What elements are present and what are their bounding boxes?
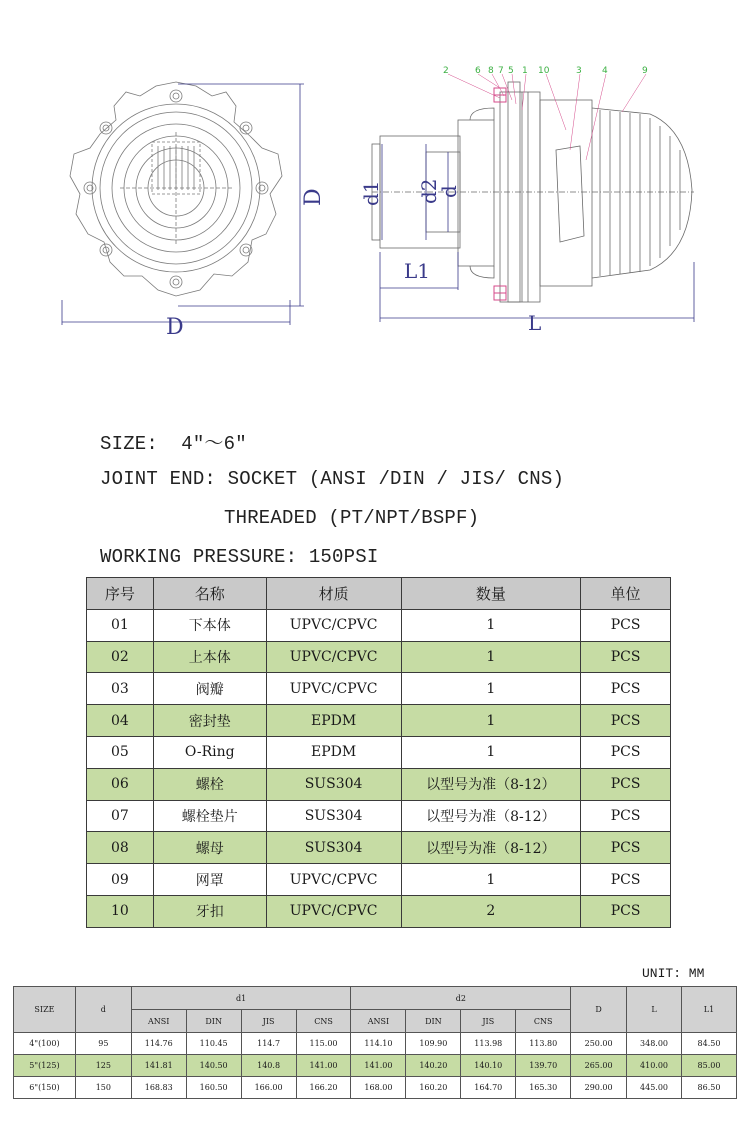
cell: 85.00 [682, 1055, 737, 1077]
side-label-d2: d2 [417, 178, 441, 204]
table-row [14, 1077, 737, 1099]
cell: 网罩 [153, 864, 266, 896]
cell: 114.7 [241, 1033, 296, 1055]
callout-7: 7 [498, 66, 504, 76]
dims-header-D: D [571, 987, 627, 1033]
side-label-L1: L1 [404, 259, 431, 283]
cell: EPDM [266, 736, 401, 768]
dims-header-row [14, 987, 737, 1010]
header-material: 材质 [266, 578, 401, 610]
table-row [87, 864, 671, 896]
front-dimensions [62, 84, 304, 325]
cell: 上本体 [153, 641, 266, 673]
dims-header-L: L [627, 987, 682, 1033]
cell: 445.00 [627, 1077, 682, 1099]
cell: 08 [87, 832, 154, 864]
front-dim-label-right: D [301, 188, 326, 206]
cell: PCS [581, 864, 671, 896]
cell: 140.50 [186, 1055, 241, 1077]
callout-4: 4 [602, 66, 608, 76]
cell: 以型号为准（8-12） [401, 832, 581, 864]
spec-threaded: THREADED (PT/NPT/BSPF) [224, 507, 480, 529]
cell: PCS [581, 673, 671, 705]
cell: 114.76 [131, 1033, 186, 1055]
header-no: 序号 [87, 578, 154, 610]
cell: 164.70 [461, 1077, 516, 1099]
table-row [87, 641, 671, 673]
front-dim-label-bottom: D [166, 315, 184, 340]
cell: 140.8 [241, 1055, 296, 1077]
callout-10: 10 [538, 66, 550, 76]
table-row [87, 800, 671, 832]
cell: UPVC/CPVC [266, 864, 401, 896]
dims-sub-ansi: ANSI [351, 1010, 406, 1033]
cell: 下本体 [153, 609, 266, 641]
callout-leaders [448, 74, 646, 160]
cell: UPVC/CPVC [266, 609, 401, 641]
cell: 168.00 [351, 1077, 406, 1099]
cell: 160.50 [186, 1077, 241, 1099]
cell: 02 [87, 641, 154, 673]
dims-sub-din: DIN [186, 1010, 241, 1033]
cell: 04 [87, 705, 154, 737]
cell: 150 [75, 1077, 131, 1099]
cell: 113.80 [516, 1033, 571, 1055]
front-view [70, 82, 282, 296]
cell: 141.00 [296, 1055, 351, 1077]
cell: 2 [401, 895, 581, 927]
side-dimensions [380, 144, 694, 322]
table-row [87, 673, 671, 705]
cell: 1 [401, 736, 581, 768]
spec-joint-end: JOINT END: SOCKET (ANSI /DIN / JIS/ CNS) [100, 468, 565, 490]
dims-header-size: SIZE [14, 987, 76, 1033]
cell: SUS304 [266, 832, 401, 864]
parts-header-row [87, 578, 671, 610]
cell: 10 [87, 895, 154, 927]
dims-header-d1: d1 [131, 987, 351, 1010]
technical-drawing [0, 0, 750, 345]
dims-sub-jis: JIS [461, 1010, 516, 1033]
table-row [87, 768, 671, 800]
unit-label: UNIT: MM [642, 966, 705, 981]
table-row [14, 1055, 737, 1077]
cell: SUS304 [266, 800, 401, 832]
cell: 密封垫 [153, 705, 266, 737]
cell: UPVC/CPVC [266, 895, 401, 927]
cell: PCS [581, 832, 671, 864]
cell: O-Ring [153, 736, 266, 768]
table-row [87, 736, 671, 768]
cell: SUS304 [266, 768, 401, 800]
callout-9: 9 [642, 66, 648, 76]
cell: 166.20 [296, 1077, 351, 1099]
cell: 115.00 [296, 1033, 351, 1055]
cell: 140.20 [406, 1055, 461, 1077]
cell: 110.45 [186, 1033, 241, 1055]
cell: 265.00 [571, 1055, 627, 1077]
callout-numbers [443, 66, 648, 76]
cell: PCS [581, 895, 671, 927]
cell: 05 [87, 736, 154, 768]
callout-3: 3 [576, 66, 582, 76]
cell: PCS [581, 768, 671, 800]
cell: 109.90 [406, 1033, 461, 1055]
cell: UPVC/CPVC [266, 641, 401, 673]
cell: 06 [87, 768, 154, 800]
cell: 160.20 [406, 1077, 461, 1099]
cell: 140.10 [461, 1055, 516, 1077]
cell: 84.50 [682, 1033, 737, 1055]
cell: PCS [581, 609, 671, 641]
cell: 螺母 [153, 832, 266, 864]
dims-sub-din: DIN [406, 1010, 461, 1033]
cell: UPVC/CPVC [266, 673, 401, 705]
cell: 03 [87, 673, 154, 705]
dims-sub-ansi: ANSI [131, 1010, 186, 1033]
table-row [87, 705, 671, 737]
cell: PCS [581, 705, 671, 737]
dims-header-d: d [75, 987, 131, 1033]
cell: 168.83 [131, 1077, 186, 1099]
cell: 01 [87, 609, 154, 641]
cell: 1 [401, 705, 581, 737]
cell: 螺栓 [153, 768, 266, 800]
cell: 95 [75, 1033, 131, 1055]
cell: EPDM [266, 705, 401, 737]
cell: 290.00 [571, 1077, 627, 1099]
cell: 牙扣 [153, 895, 266, 927]
cell: 125 [75, 1055, 131, 1077]
callout-6: 6 [475, 66, 481, 76]
cell: 1 [401, 609, 581, 641]
cell: PCS [581, 736, 671, 768]
cell: PCS [581, 800, 671, 832]
cell: 5"(125) [14, 1055, 76, 1077]
table-row [87, 609, 671, 641]
table-row [14, 1033, 737, 1055]
dimension-table [13, 986, 737, 1099]
cell: 螺栓垫片 [153, 800, 266, 832]
cell: 09 [87, 864, 154, 896]
cell: 141.00 [351, 1055, 406, 1077]
header-unit: 单位 [581, 578, 671, 610]
cell: 166.00 [241, 1077, 296, 1099]
cell: 86.50 [682, 1077, 737, 1099]
cell: 113.98 [461, 1033, 516, 1055]
cell: 348.00 [627, 1033, 682, 1055]
callout-2: 2 [443, 66, 449, 76]
spec-working-pressure: WORKING PRESSURE: 150PSI [100, 546, 379, 568]
spec-size: SIZE: 4"～6" [100, 433, 247, 455]
cell: 139.70 [516, 1055, 571, 1077]
dims-sub-cns: CNS [516, 1010, 571, 1033]
cell: 1 [401, 864, 581, 896]
cell: 1 [401, 673, 581, 705]
dims-header-d2: d2 [351, 987, 571, 1010]
cell: PCS [581, 641, 671, 673]
cell: 阀瓣 [153, 673, 266, 705]
table-row [87, 832, 671, 864]
side-label-d1: d1 [359, 180, 383, 206]
side-label-L: L [528, 311, 542, 335]
cell: 410.00 [627, 1055, 682, 1077]
cell: 6"(150) [14, 1077, 76, 1099]
table-row [87, 895, 671, 927]
parts-table [86, 577, 671, 928]
dims-sub-cns: CNS [296, 1010, 351, 1033]
cell: 4"(100) [14, 1033, 76, 1055]
cell: 以型号为准（8-12） [401, 800, 581, 832]
dims-header-L1: L1 [682, 987, 737, 1033]
cell: 141.81 [131, 1055, 186, 1077]
cell: 165.30 [516, 1077, 571, 1099]
header-quantity: 数量 [401, 578, 581, 610]
callout-8: 8 [488, 66, 494, 76]
side-label-d: d [437, 185, 461, 198]
cell: 114.10 [351, 1033, 406, 1055]
cell: 1 [401, 641, 581, 673]
cell: 07 [87, 800, 154, 832]
dims-sub-jis: JIS [241, 1010, 296, 1033]
callout-1: 1 [522, 66, 528, 76]
cell: 250.00 [571, 1033, 627, 1055]
cell: 以型号为准（8-12） [401, 768, 581, 800]
callout-5: 5 [508, 66, 514, 76]
header-name: 名称 [153, 578, 266, 610]
